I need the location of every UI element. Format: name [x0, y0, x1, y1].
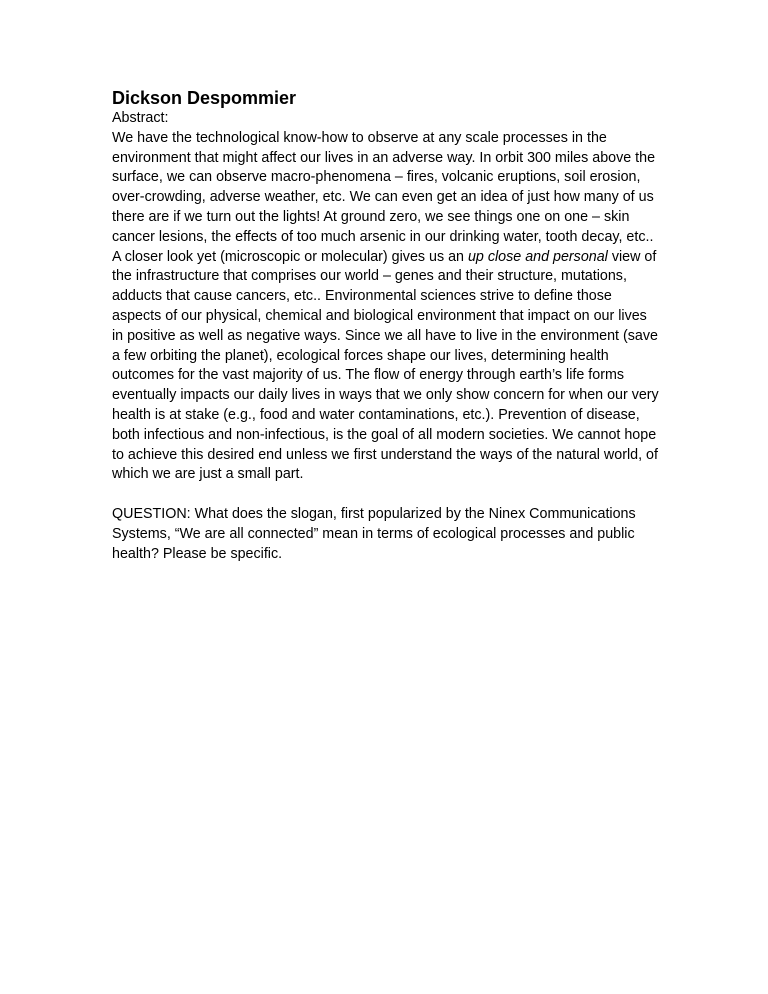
abstract-text-part2: view of the infrastructure that comprises our world – genes and their structure, mutations, adducts that cause cancers, etc.. Environmental sciences strive to define those aspects of our physical, chemical and biological environment that impact on our lives in positive as well as negative ways. Since we all have to live in the environment (save a few orbiting the planet), ecological forces shape our lives, determining health outcomes for the vast majority of us. The flow of energy through earth’s life forms eventually impacts our daily lives in ways that we only show concern for when our very health is at stake (e.g., food and water contaminations, etc.). Prevention of disease, both infectious and non-infectious, is the goal of all modern societies. We cannot hope to achieve this desired end unless we first understand the ways of the natural world, of which we are just a small part. [112, 248, 659, 483]
abstract-paragraph [112, 129, 660, 485]
author-heading: Dickson Despommier [112, 88, 297, 108]
document-page [112, 88, 660, 565]
abstract-emphasis: up close and personal [467, 248, 608, 265]
abstract-text-part1: We have the technological know-how to observe at any scale processes in the environment that might affect our lives in an adverse way. In orbit 300 miles above the surface, we can observe macro-phenomena – fires, volcanic eruptions, soil erosion, over-crowding, adverse weather, etc. We can even get an idea of just how many of us there are if we turn out the lights! At ground zero, we see things one on one – skin cancer lesions, the effects of too much arsenic in our drinking water, tooth decay, etc.. A closer look yet (microscopic or molecular) gives us an [112, 129, 656, 265]
question-paragraph: QUESTION: What does the slogan, first popularized by the Ninex Communications Systems, “We are all connected” mean in terms of ecological processes and public health? Please be specific. [112, 506, 636, 562]
abstract-label: Abstract: [112, 110, 169, 126]
